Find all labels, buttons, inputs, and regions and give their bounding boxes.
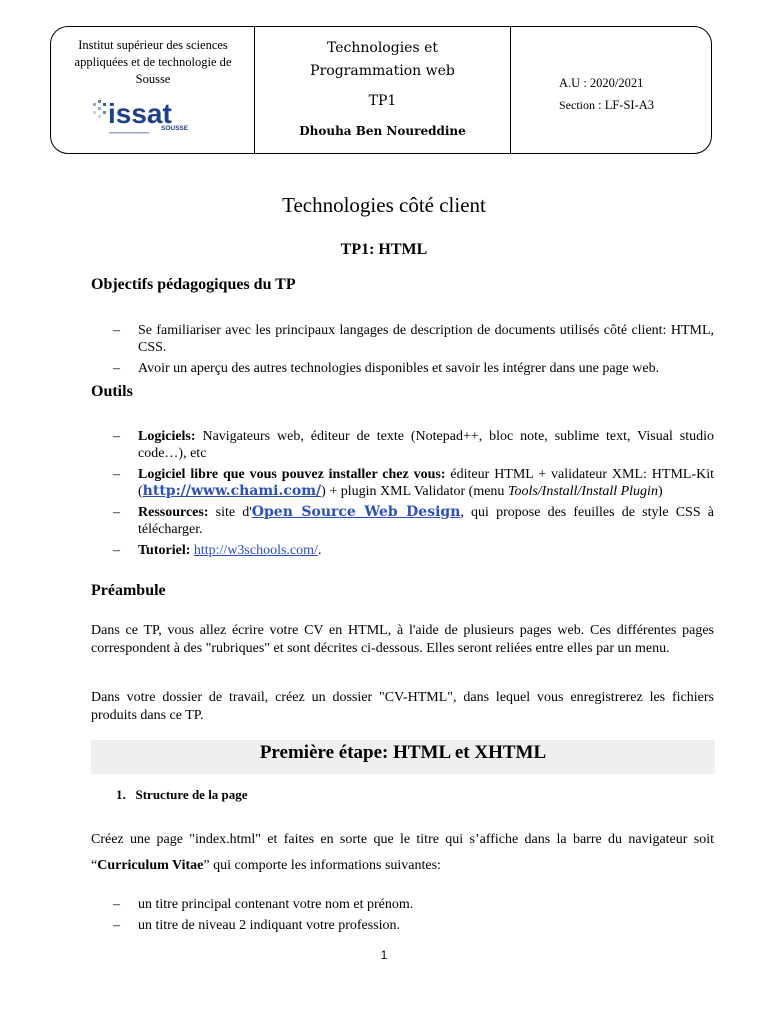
institution-name: Institut supérieur des sciences appliquées et de technologie de Sousse [74, 38, 232, 86]
issat-logo [91, 97, 205, 137]
section-heading: 1. Structure de la page [116, 787, 248, 802]
course-title-line1: Technologies et [326, 40, 438, 56]
logo-text: issat [108, 98, 172, 129]
section-info [559, 94, 654, 116]
logo-subtext: SOUSSE [161, 125, 189, 132]
document-title: Technologies côté client [282, 193, 486, 217]
list-item-logiciel-libre: – Logiciel libre que vous pouvez installer chez vous: éditeur HTML + validateur XML: HTML-Kit (http://www.chami.com/) + plugin XML Validator (menu Tools/Install/Install Plugin) [113, 467, 714, 499]
list-item-logiciels: – Logiciels: Navigateurs web, éditeur de texte (Notepad++, bloc note, sublime text, Visual studio code…), etc [113, 429, 714, 461]
list-item: – un titre principal contenant votre nom et prénom. [113, 897, 414, 912]
etape-intro: Créez une page "index.html" et faites en sorte que le titre qui s’affiche dans la barre du navigateur soit “Curriculum Vitae” qui comporte les informations suivantes: [91, 832, 714, 873]
outils-list [91, 428, 714, 563]
course-block [255, 37, 510, 138]
chami-link[interactable]: http://www.chami.com/ [142, 483, 322, 499]
meta-block [559, 72, 654, 116]
section-label: Section [559, 98, 595, 112]
etape-list [91, 896, 714, 938]
objectifs-list [91, 322, 714, 381]
author-name: Dhouha Ben Noureddine [299, 124, 466, 138]
preambule-heading: Préambule [91, 582, 166, 599]
oswd-link[interactable]: Open Source Web Design [251, 504, 461, 520]
au-label: A.U [559, 76, 581, 90]
document-header [50, 26, 712, 154]
preambule-paragraph-2: Dans votre dossier de travail, créez un dossier "CV-HTML", dans lequel vous enregistrerez les fichiers produits dans ce TP. [91, 690, 714, 723]
objectifs-heading: Objectifs pédagogiques du TP [91, 276, 296, 293]
list-item-ressources: – Ressources: site d'Open Source Web Design, qui propose des feuilles de style CSS à télécharger. [113, 504, 714, 537]
list-item-tutoriel: – Tutoriel: http://w3schools.com/. [113, 543, 322, 558]
etape-heading: Première étape: HTML et XHTML [91, 740, 715, 774]
list-item: – un titre de niveau 2 indiquant votre profession. [113, 918, 401, 933]
list-item: – Se familiariser avec les principaux langages de description de documents utilisés côté client: HTML, CSS. [113, 323, 714, 355]
list-item: – Avoir un aperçu des autres technologies disponibles et savoir les intégrer dans une page web. [113, 361, 660, 376]
w3schools-link[interactable]: http://w3schools.com/ [193, 543, 318, 558]
outils-heading: Outils [91, 383, 133, 400]
page-number: 1 [380, 948, 388, 962]
preambule-paragraph-1: Dans ce TP, vous allez écrire votre CV en HTML, à l'aide de plusieurs pages web. Ces différentes pages correspondent à des "rubriques" et sont décrites ci-dessous. Elles seront reliées entre elles par un menu. [91, 623, 714, 656]
document-subtitle: TP1: HTML [340, 241, 428, 258]
academic-year [559, 72, 654, 94]
header-divider [510, 27, 511, 153]
course-title-line2: Programmation web [310, 63, 455, 79]
section-value: : LF-SI-A3 [598, 98, 655, 112]
au-value: : 2020/2021 [583, 76, 644, 90]
tp-label: TP1 [368, 93, 397, 109]
